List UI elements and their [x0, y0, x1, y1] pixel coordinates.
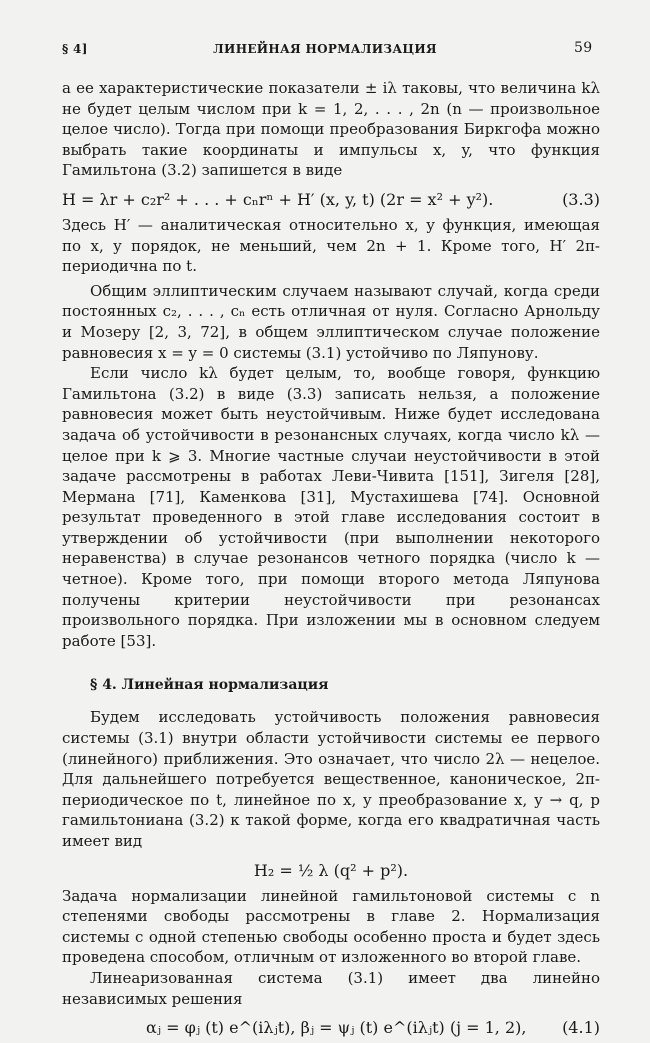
page-number: 59	[574, 40, 593, 56]
paragraph: Линеаризованная система (3.1) имеет два линейно независимых решения	[62, 968, 600, 1008]
paragraph: Будем исследовать устойчивость положения равновесия системы (3.1) внутри области устойчивости системы ее первого (линейного) приближения. Это означает, что число 2λ — нецелое. Для дальнейшего потребуется вещественное, каноническое, 2π-периодическое по t, линейное по x, y преобразование x, y → q, p гамильтониана (3.2) к такой форме, когда его квадратичная часть имеет вид	[62, 708, 600, 850]
paragraph: Здесь H′ — аналитическая относительно x, y функция, имеющая по x, y порядок, не меньший, чем 2n + 1. Кроме того, H′ 2π-периодична по t.	[62, 215, 600, 276]
equation-body: H = λr + c₂r² + . . . + cₙrⁿ + H′ (x, y, t) (2r = x² + y²).	[62, 189, 494, 209]
running-header-title: ЛИНЕЙНАЯ НОРМАЛИЗАЦИЯ	[213, 42, 437, 56]
equation-body: H₂ = ½ λ (q² + p²).	[253, 860, 409, 880]
paragraph: Если число kλ будет целым, то, вообще говоря, функцию Гамильтона (3.2) в виде (3.3) записать нельзя, а положение равновесия может быть неустойчивым. Ниже будет исследована задача об устойчивости в резонансных случаях, когда число kλ — целое при k ⩾ 3. Многие частные случаи неустойчивости в этой задаче рассмотрены в работах Леви-Чивита [151], Зигеля [28], Мермана [71], Каменкова [31], Мустахишева [74]. Основной результат проведенного в этой главе исследования состоит в утверждении об устойчивости (при выполнении некоторого неравенства) в случае резонансов четного порядка (число k — четное). Кроме того, при помощи второго метода Ляпунова получены критерии неустойчивости при резонансах произвольного порядка. При изложении мы в основном следуем работе [53].	[62, 364, 600, 650]
equation-h2	[62, 858, 600, 884]
running-header-section: § 4]	[62, 42, 88, 56]
section-heading: § 4. Линейная нормализация	[90, 677, 329, 694]
equation-number: (4.1)	[562, 1018, 600, 1038]
equation-3-3	[62, 187, 600, 213]
paragraph: Задача нормализации линейной гамильтоновой системы с n степенями свободы рассмотрены в главе 2. Нормализация системы с одной степенью свободы особенно проста и будет здесь проведена способом, отличным от изложенного во второй главе.	[62, 886, 600, 967]
page-body	[62, 78, 600, 1043]
paragraph: Общим эллиптическим случаем называют случай, когда среди постоянных c₂, . . . , cₙ есть отличная от нуля. Согласно Арнольду и Мозеру [2, 3, 72], в общем эллиптическом случае положение равновесия x = y = 0 системы (3.1) устойчиво по Ляпунову.	[62, 281, 600, 362]
paragraph: а ее характеристические показатели ± iλ таковы, что величина kλ не будет целым числом при k = 1, 2, . . . , 2n (n — произвольное целое число). Тогда при помощи преобразования Биркгофа можно выбрать такие координаты и импульсы x, y, что функция Гамильтона (3.2) запишется в виде	[62, 79, 600, 180]
equation-number: (3.3)	[562, 189, 600, 209]
equation-body: αⱼ = φⱼ (t) e^(iλⱼt), βⱼ = ψⱼ (t) e^(iλⱼt) (j = 1, 2),	[146, 1018, 527, 1038]
equation-4-1	[62, 1015, 600, 1041]
